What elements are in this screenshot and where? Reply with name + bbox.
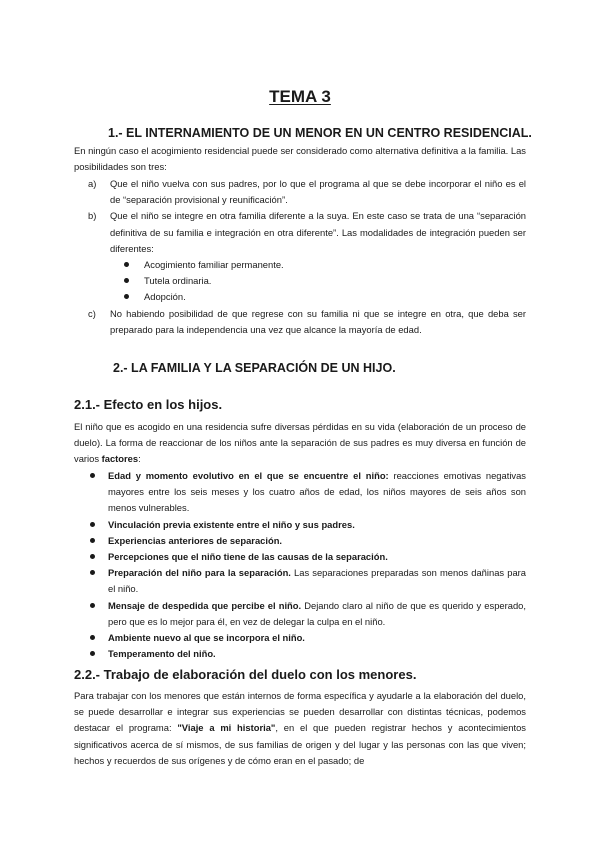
intro-end: : (138, 453, 141, 465)
program-name: "Viaje a mi historia" (177, 722, 276, 734)
bullet-icon (90, 554, 95, 559)
subsection-2-1-heading: 2.1.- Efecto en los hijos. (74, 397, 223, 412)
factor-title: Ambiente nuevo al que se incorpora el niño. (108, 632, 305, 644)
bullet-icon (124, 278, 129, 283)
bullet-icon (124, 294, 129, 299)
option-b-text: Que el niño se integre en otra familia diferente a la suya. En este caso se trata de una “separación definitiva de su familia e integración en otra diferente”. Las modalidades de integración pueden ser diferentes: (110, 210, 526, 254)
section-1-heading: 1.- EL INTERNAMIENTO DE UN MENOR EN UN CENTRO RESIDENCIAL. (108, 126, 532, 140)
modality-item (110, 257, 526, 273)
factor-item (88, 598, 526, 630)
bullet-icon (90, 635, 95, 640)
modality-text: Adopción. (144, 291, 186, 303)
factor-item (88, 630, 526, 646)
section-2-heading: 2.- LA FAMILIA Y LA SEPARACIÓN DE UN HIJO. (113, 361, 396, 375)
section-1-intro: En ningún caso el acogimiento residencial puede ser considerado como alternativa definitiva a la familia. Las posibilidades son tres: (74, 145, 526, 173)
modality-item (110, 273, 526, 289)
factor-item (88, 646, 526, 662)
bullet-icon (124, 262, 129, 267)
subsection-2-1-intro (74, 419, 526, 468)
option-b-marker: b) (88, 210, 97, 222)
option-a (88, 176, 526, 208)
factor-item (88, 549, 526, 565)
factor-title: Preparación del niño para la separación. (108, 567, 291, 579)
options-list (88, 176, 526, 338)
subsection-2-2-heading: 2.2.- Trabajo de elaboración del duelo con los menores. (74, 667, 417, 682)
option-b (88, 208, 526, 305)
paragraph-text: Para trabajar con los menores que están internos de forma específica y ayudarle a la elaboración del duelo, se puede desarrollar e integrar sus experiencias se pueden desarrollar con distintas técnicas, podemos destacar el programa: (74, 690, 526, 734)
factor-text: Dejando claro al niño de que es querido y esperado, pero que es lo mejor para él, en vez de delegar la culpa en el niño. (108, 599, 526, 627)
factor-item (88, 517, 526, 533)
modality-text: Tutela ordinaria. (144, 275, 212, 287)
option-a-marker: a) (88, 178, 97, 189)
option-c-text: No habiendo posibilidad de que regrese con su familia ni que se integre en otra, que deba ser preparado para la independencia una vez que alcance la mayoría de edad. (110, 307, 526, 335)
intro-bold-term: factores (101, 453, 139, 465)
integration-modalities-list (110, 257, 526, 306)
paragraph-text-end: , en el que pueden registrar hechos y acontecimientos significativos acerca de sí mismos, de sus familias de origen y del lugar y las personas con las que viven; hechos y recuerdos de sus orígenes y de cómo eran en el pasado; de (74, 722, 526, 766)
bullet-icon (90, 570, 95, 575)
modality-text: Acogimiento familiar permanente. (144, 259, 284, 271)
factor-title: Vinculación previa existente entre el niño y sus padres. (108, 518, 355, 530)
factor-title: Percepciones que el niño tiene de las causas de la separación. (108, 551, 388, 563)
factor-title: Temperamento del niño. (108, 648, 216, 660)
factor-title: Edad y momento evolutivo en el que se encuentre el niño: (108, 470, 389, 481)
factors-list (88, 468, 526, 662)
factor-text: reacciones emotivas negativas mayores entre los seis meses y los cuatro años de edad, los niños mayores de seis años son menos vulnerables. (108, 470, 526, 514)
bullet-icon (90, 522, 95, 527)
modality-item (110, 289, 526, 305)
factor-item (88, 533, 526, 549)
bullet-icon (90, 538, 95, 543)
option-c-marker: c) (88, 307, 96, 319)
bullet-icon (90, 651, 95, 656)
option-a-text: Que el niño vuelva con sus padres, por lo que el programa al que se debe incorporar el niño es el de “separación provisional y reunificación”. (110, 178, 526, 206)
factor-title: Mensaje de despedida que percibe el niño. (108, 599, 302, 611)
factor-text: Las separaciones preparadas son menos dañinas para el niño. (108, 567, 526, 595)
factor-item (88, 468, 526, 517)
factor-item (88, 565, 526, 597)
factor-title: Experiencias anteriores de separación. (108, 534, 283, 546)
document-title: TEMA 3 (269, 87, 331, 106)
bullet-icon (90, 473, 95, 478)
option-c (88, 306, 526, 338)
subsection-2-2-text (74, 688, 526, 769)
intro-text: El niño que es acogido en una residencia sufre diversas pérdidas en su vida (elaboración de un proceso de duelo). La forma de reaccionar de los niños ante la separación de sus padres es muy diversa en función de varios (74, 421, 526, 465)
bullet-icon (90, 603, 95, 608)
